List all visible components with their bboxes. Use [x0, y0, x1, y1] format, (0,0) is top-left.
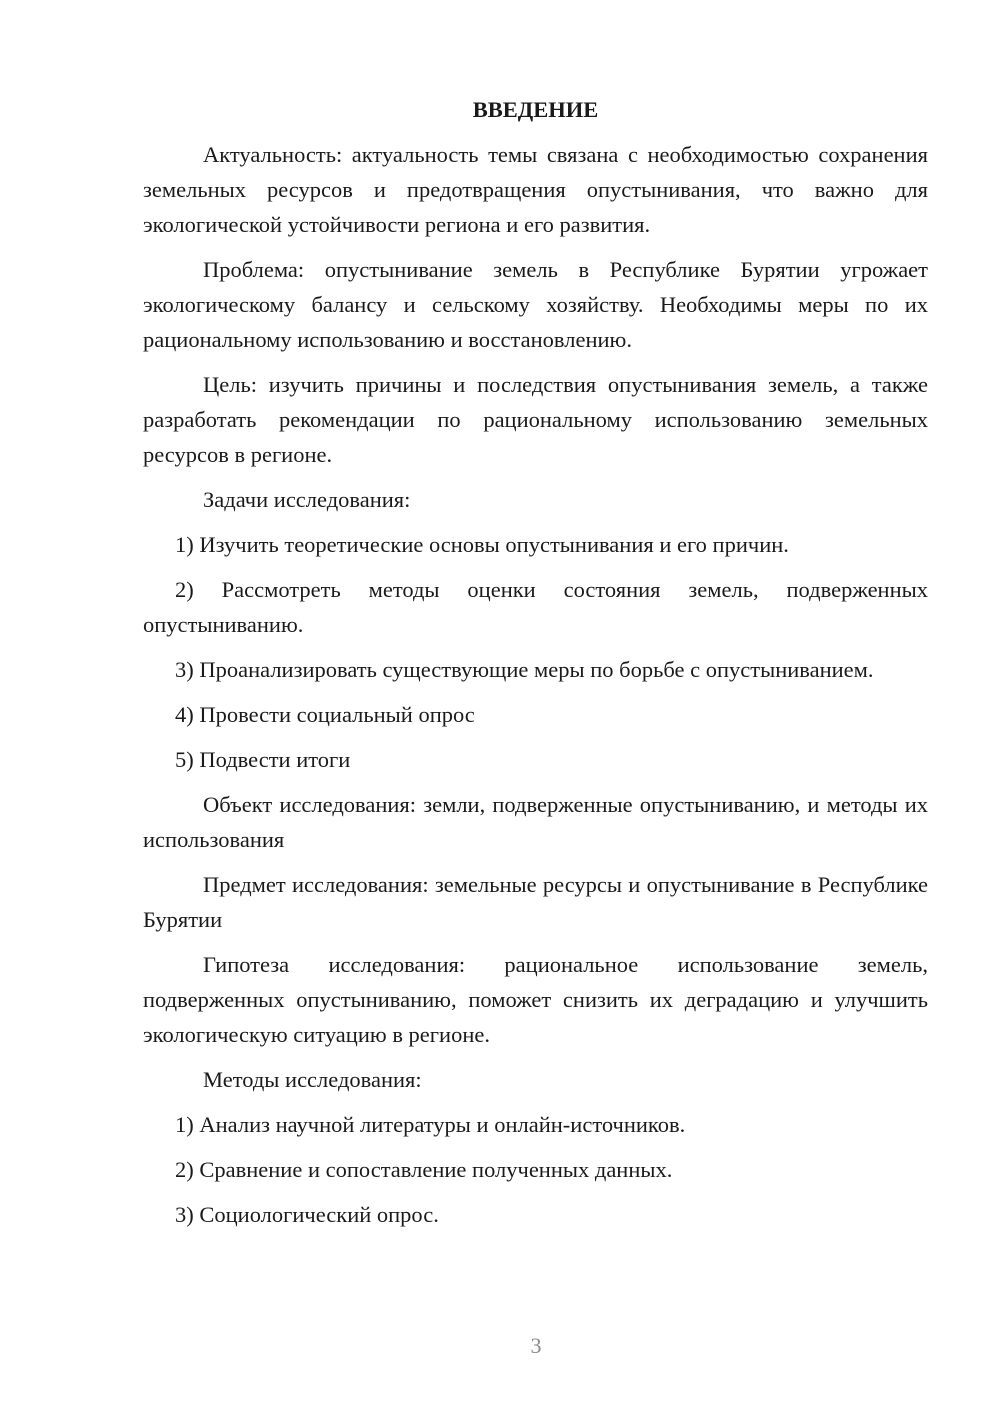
task-item: 1) Изучить теоретические основы опустынивания и его причин.	[175, 532, 789, 557]
method-item: 2) Сравнение и сопоставление полученных данных.	[175, 1157, 673, 1182]
tasks-label: Задачи исследования:	[203, 487, 411, 512]
subject-paragraph: Предмет исследования: земельные ресурсы и опустынивание в Республике Бурятии	[143, 872, 928, 932]
object-paragraph: Объект исследования: земли, подверженные опустыниванию, и методы их использования	[143, 792, 928, 852]
task-item: 5) Подвести итоги	[175, 747, 351, 772]
task-item: 2) Рассмотреть методы оценки состояния земель, подверженных опустыниванию.	[143, 577, 928, 637]
task-item: 3) Проанализировать существующие меры по борьбе с опустыниванием.	[175, 657, 874, 682]
hypothesis-paragraph: Гипотеза исследования: рациональное использование земель, подверженных опустыниванию, поможет снизить их деградацию и улучшить экологическую ситуацию в регионе.	[143, 952, 928, 1047]
page-number: 3	[530, 1333, 542, 1358]
methods-label: Методы исследования:	[203, 1067, 422, 1092]
method-item: 3) Социологический опрос.	[175, 1202, 439, 1227]
task-item: 4) Провести социальный опрос	[175, 702, 475, 727]
problem-paragraph: Проблема: опустынивание земель в Республике Бурятии угрожает экологическому балансу и сельскому хозяйству. Необходимы меры по их рациональному использованию и восстановлению.	[143, 257, 928, 352]
relevance-paragraph: Актуальность: актуальность темы связана с необходимостью сохранения земельных ресурсов и предотвращения опустынивания, что важно для экологической устойчивости региона и его развития.	[143, 142, 928, 237]
section-heading: ВВЕДЕНИЕ	[472, 97, 599, 122]
page-content	[143, 92, 928, 1242]
method-item: 1) Анализ научной литературы и онлайн-источников.	[175, 1112, 686, 1137]
goal-paragraph: Цель: изучить причины и последствия опустынивания земель, а также разработать рекомендации по рациональному использованию земельных ресурсов в регионе.	[143, 372, 928, 467]
